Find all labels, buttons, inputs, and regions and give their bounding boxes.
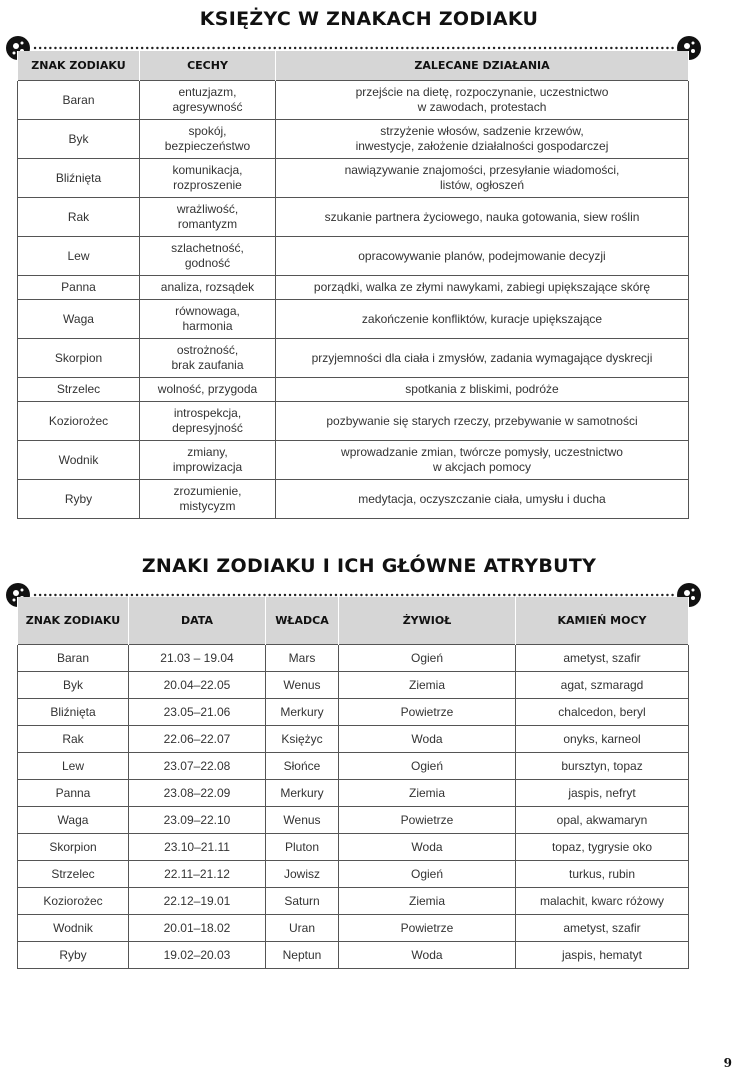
page-number: 9 <box>723 1056 732 1070</box>
ruler-cell: Pluton <box>266 834 339 861</box>
header-date: DATA <box>129 597 266 645</box>
table-row <box>18 807 689 834</box>
actions-cell <box>276 198 689 237</box>
actions-cell-line: nawiązywanie znajomości, przesyłanie wiadomości, <box>344 163 620 177</box>
ruler-cell: Wenus <box>266 807 339 834</box>
ruler-cell: Saturn <box>266 888 339 915</box>
table-row <box>18 834 689 861</box>
date-cell: 23.07–22.08 <box>129 753 266 780</box>
actions-cell-line: przejście na dietę, rozpoczynanie, uczestnictwo <box>355 85 609 99</box>
traits-cell <box>140 378 276 402</box>
sign-cell <box>18 441 140 480</box>
traits-cell-line: szlachetność, <box>171 241 244 255</box>
stone-cell: chalcedon, beryl <box>516 699 689 726</box>
traits-cell <box>140 441 276 480</box>
sign-cell-line: Wodnik <box>58 452 99 467</box>
actions-cell <box>276 402 689 441</box>
traits-cell <box>140 81 276 120</box>
date-cell: 19.02–20.03 <box>129 942 266 969</box>
stone-cell: opal, akwamaryn <box>516 807 689 834</box>
traits-cell-line: ostrożność, <box>176 343 239 357</box>
table-row <box>18 378 689 402</box>
table-row <box>18 480 689 519</box>
sign-cell-line: Panna <box>61 280 96 294</box>
actions-cell <box>276 378 689 402</box>
traits-cell <box>140 402 276 441</box>
date-cell: 21.03 – 19.04 <box>129 645 266 672</box>
sign-cell: Byk <box>18 672 129 699</box>
date-cell: 23.10–21.11 <box>129 834 266 861</box>
table-row <box>18 942 689 969</box>
traits-cell-line: brak zaufania <box>171 358 244 372</box>
ruler-cell: Uran <box>266 915 339 942</box>
zodiac-attributes-table <box>17 597 689 969</box>
sign-cell <box>18 159 140 198</box>
sign-cell: Panna <box>18 780 129 807</box>
table-row <box>18 198 689 237</box>
ruler-cell: Wenus <box>266 672 339 699</box>
traits-cell <box>140 237 276 276</box>
sign-cell: Ryby <box>18 942 129 969</box>
sign-cell: Koziorożec <box>18 888 129 915</box>
date-cell: 22.12–19.01 <box>129 888 266 915</box>
ruler-cell: Neptun <box>266 942 339 969</box>
element-cell: Ziemia <box>339 780 516 807</box>
sign-cell: Skorpion <box>18 834 129 861</box>
sign-cell <box>18 276 140 300</box>
sign-cell <box>18 339 140 378</box>
sign-cell-line: Koziorożec <box>48 413 109 428</box>
actions-cell-line: w zawodach, protestach <box>417 100 547 114</box>
actions-cell-line: przyjemności dla ciała i zmysłów, zadania wymagające dyskrecji <box>311 350 653 365</box>
sign-cell <box>18 378 140 402</box>
element-cell: Ziemia <box>339 888 516 915</box>
table-row <box>18 699 689 726</box>
traits-cell-line: romantyzm <box>177 217 238 231</box>
actions-cell <box>276 480 689 519</box>
traits-cell-line: harmonia <box>182 319 233 333</box>
traits-cell-line: mistycyzm <box>179 499 236 513</box>
actions-cell-line: wprowadzanie zmian, twórcze pomysły, uczestnictwo <box>341 445 623 459</box>
stone-cell: jaspis, hematyt <box>516 942 689 969</box>
table-row <box>18 120 689 159</box>
traits-cell-line: równowaga, <box>175 304 240 318</box>
sign-cell <box>18 120 140 159</box>
element-cell: Woda <box>339 726 516 753</box>
sign-cell: Rak <box>18 726 129 753</box>
actions-cell-line: medytacja, oczyszczanie ciała, umysłu i ducha <box>358 491 606 506</box>
traits-cell-line: introspekcja, <box>173 406 242 420</box>
element-cell: Powietrze <box>339 699 516 726</box>
date-cell: 23.08–22.09 <box>129 780 266 807</box>
ruler-cell: Merkury <box>266 780 339 807</box>
traits-cell <box>140 339 276 378</box>
traits-cell-line: agresywność <box>172 100 243 114</box>
header-sign: ZNAK ZODIAKU <box>18 51 140 81</box>
actions-cell <box>276 120 689 159</box>
sign-cell <box>18 81 140 120</box>
traits-cell-line: komunikacja, <box>172 163 243 177</box>
table-row <box>18 753 689 780</box>
date-cell: 22.06–22.07 <box>129 726 266 753</box>
date-cell: 22.11–21.12 <box>129 861 266 888</box>
actions-cell-line: szukanie partnera życiowego, nauka gotowania, siew roślin <box>324 209 640 224</box>
actions-cell <box>276 300 689 339</box>
sign-cell-line: Rak <box>67 209 90 224</box>
table-row <box>18 888 689 915</box>
traits-cell-line: depresyjność <box>172 421 243 435</box>
table-row <box>18 861 689 888</box>
traits-cell-line: godność <box>184 256 231 270</box>
sign-cell <box>18 198 140 237</box>
sign-cell: Strzelec <box>18 861 129 888</box>
header-traits: CECHY <box>140 51 276 81</box>
traits-cell-line: wrażliwość, <box>176 202 239 216</box>
table-row <box>18 441 689 480</box>
actions-cell-line: pozbywanie się starych rzeczy, przebywanie w samotności <box>326 413 638 428</box>
element-cell: Ziemia <box>339 672 516 699</box>
header-actions: ZALECANE DZIAŁANIA <box>276 51 689 81</box>
table-header-row <box>18 597 689 645</box>
actions-cell-line: listów, ogłoszeń <box>439 178 525 192</box>
actions-cell-line: inwestycje, założenie działalności gospodarczej <box>355 139 609 153</box>
element-cell: Ogień <box>339 861 516 888</box>
actions-cell-line: strzyżenie włosów, sadzenie krzewów, <box>380 124 584 138</box>
actions-cell-line: porządki, walka ze złymi nawykami, zabiegi upiększające skórę <box>313 280 651 294</box>
table-row <box>18 339 689 378</box>
moon-signs-table <box>17 51 689 519</box>
traits-cell-line: zrozumienie, <box>173 484 242 498</box>
stone-cell: bursztyn, topaz <box>516 753 689 780</box>
actions-cell-line: w akcjach pomocy <box>432 460 532 474</box>
actions-cell <box>276 441 689 480</box>
traits-cell-line: rozproszenie <box>173 178 242 192</box>
ruler-cell: Jowisz <box>266 861 339 888</box>
traits-cell <box>140 276 276 300</box>
stone-cell: malachit, kwarc różowy <box>516 888 689 915</box>
element-cell: Woda <box>339 834 516 861</box>
table-header-row <box>18 51 689 81</box>
element-cell: Ogień <box>339 645 516 672</box>
sign-cell-line: Byk <box>68 131 89 146</box>
sign-cell-line: Baran <box>62 92 95 107</box>
header-stone: KAMIEŃ MOCY <box>516 597 689 645</box>
stone-cell: ametyst, szafir <box>516 915 689 942</box>
sign-cell <box>18 237 140 276</box>
traits-cell <box>140 198 276 237</box>
traits-cell-line: improwizacja <box>172 460 243 474</box>
actions-cell-line: spotkania z bliskimi, podróże <box>405 382 559 396</box>
traits-cell-line: zmiany, <box>187 445 228 459</box>
stone-cell: jaspis, nefryt <box>516 780 689 807</box>
sign-cell: Waga <box>18 807 129 834</box>
table-row <box>18 237 689 276</box>
element-cell: Woda <box>339 942 516 969</box>
traits-cell <box>140 159 276 198</box>
sign-cell <box>18 300 140 339</box>
sign-cell-line: Strzelec <box>56 382 101 396</box>
date-cell: 20.01–18.02 <box>129 915 266 942</box>
sign-cell <box>18 402 140 441</box>
date-cell: 23.09–22.10 <box>129 807 266 834</box>
sign-cell-line: Lew <box>67 248 90 263</box>
sign-cell-line: Waga <box>63 311 94 326</box>
sign-cell: Baran <box>18 645 129 672</box>
ruler-cell: Mars <box>266 645 339 672</box>
traits-cell <box>140 120 276 159</box>
table-row <box>18 726 689 753</box>
sign-cell-line: Bliźnięta <box>55 170 102 185</box>
table-row <box>18 81 689 120</box>
table-row <box>18 672 689 699</box>
section2-title: ZNAKI ZODIAKU I ICH GŁÓWNE ATRYBUTY <box>141 555 597 577</box>
ruler-cell: Słońce <box>266 753 339 780</box>
table-row <box>18 645 689 672</box>
traits-cell-line: analiza, rozsądek <box>160 280 255 294</box>
element-cell: Ogień <box>339 753 516 780</box>
header-sign: ZNAK ZODIAKU <box>18 597 129 645</box>
element-cell: Powietrze <box>339 807 516 834</box>
traits-cell-line: entuzjazm, <box>178 85 237 99</box>
actions-cell-line: zakończenie konfliktów, kuracje upiększające <box>361 311 603 326</box>
traits-cell <box>140 480 276 519</box>
traits-cell <box>140 300 276 339</box>
traits-cell-line: spokój, <box>188 124 227 138</box>
sign-cell <box>18 480 140 519</box>
ruler-cell: Księżyc <box>266 726 339 753</box>
sign-cell: Wodnik <box>18 915 129 942</box>
table-row <box>18 159 689 198</box>
table-row <box>18 780 689 807</box>
table-row <box>18 402 689 441</box>
actions-cell-line: opracowywanie planów, podejmowanie decyzji <box>358 248 606 263</box>
stone-cell: ametyst, szafir <box>516 645 689 672</box>
traits-cell-line: bezpieczeństwo <box>164 139 251 153</box>
sign-cell: Lew <box>18 753 129 780</box>
date-cell: 23.05–21.06 <box>129 699 266 726</box>
actions-cell <box>276 276 689 300</box>
actions-cell <box>276 159 689 198</box>
stone-cell: turkus, rubin <box>516 861 689 888</box>
stone-cell: agat, szmaragd <box>516 672 689 699</box>
actions-cell <box>276 339 689 378</box>
sign-cell: Bliźnięta <box>18 699 129 726</box>
ruler-cell: Merkury <box>266 699 339 726</box>
stone-cell: topaz, tygrysie oko <box>516 834 689 861</box>
sign-cell-line: Ryby <box>64 491 93 506</box>
element-cell: Powietrze <box>339 915 516 942</box>
stone-cell: onyks, karneol <box>516 726 689 753</box>
date-cell: 20.04–22.05 <box>129 672 266 699</box>
sign-cell-line: Skorpion <box>54 350 103 365</box>
traits-cell-line: wolność, przygoda <box>157 382 258 396</box>
table-row <box>18 300 689 339</box>
actions-cell <box>276 237 689 276</box>
header-element: ŻYWIOŁ <box>339 597 516 645</box>
header-ruler: WŁADCA <box>266 597 339 645</box>
actions-cell <box>276 81 689 120</box>
table-row <box>18 915 689 942</box>
section1-title: KSIĘŻYC W ZNAKACH ZODIAKU <box>199 8 539 30</box>
table-row <box>18 276 689 300</box>
